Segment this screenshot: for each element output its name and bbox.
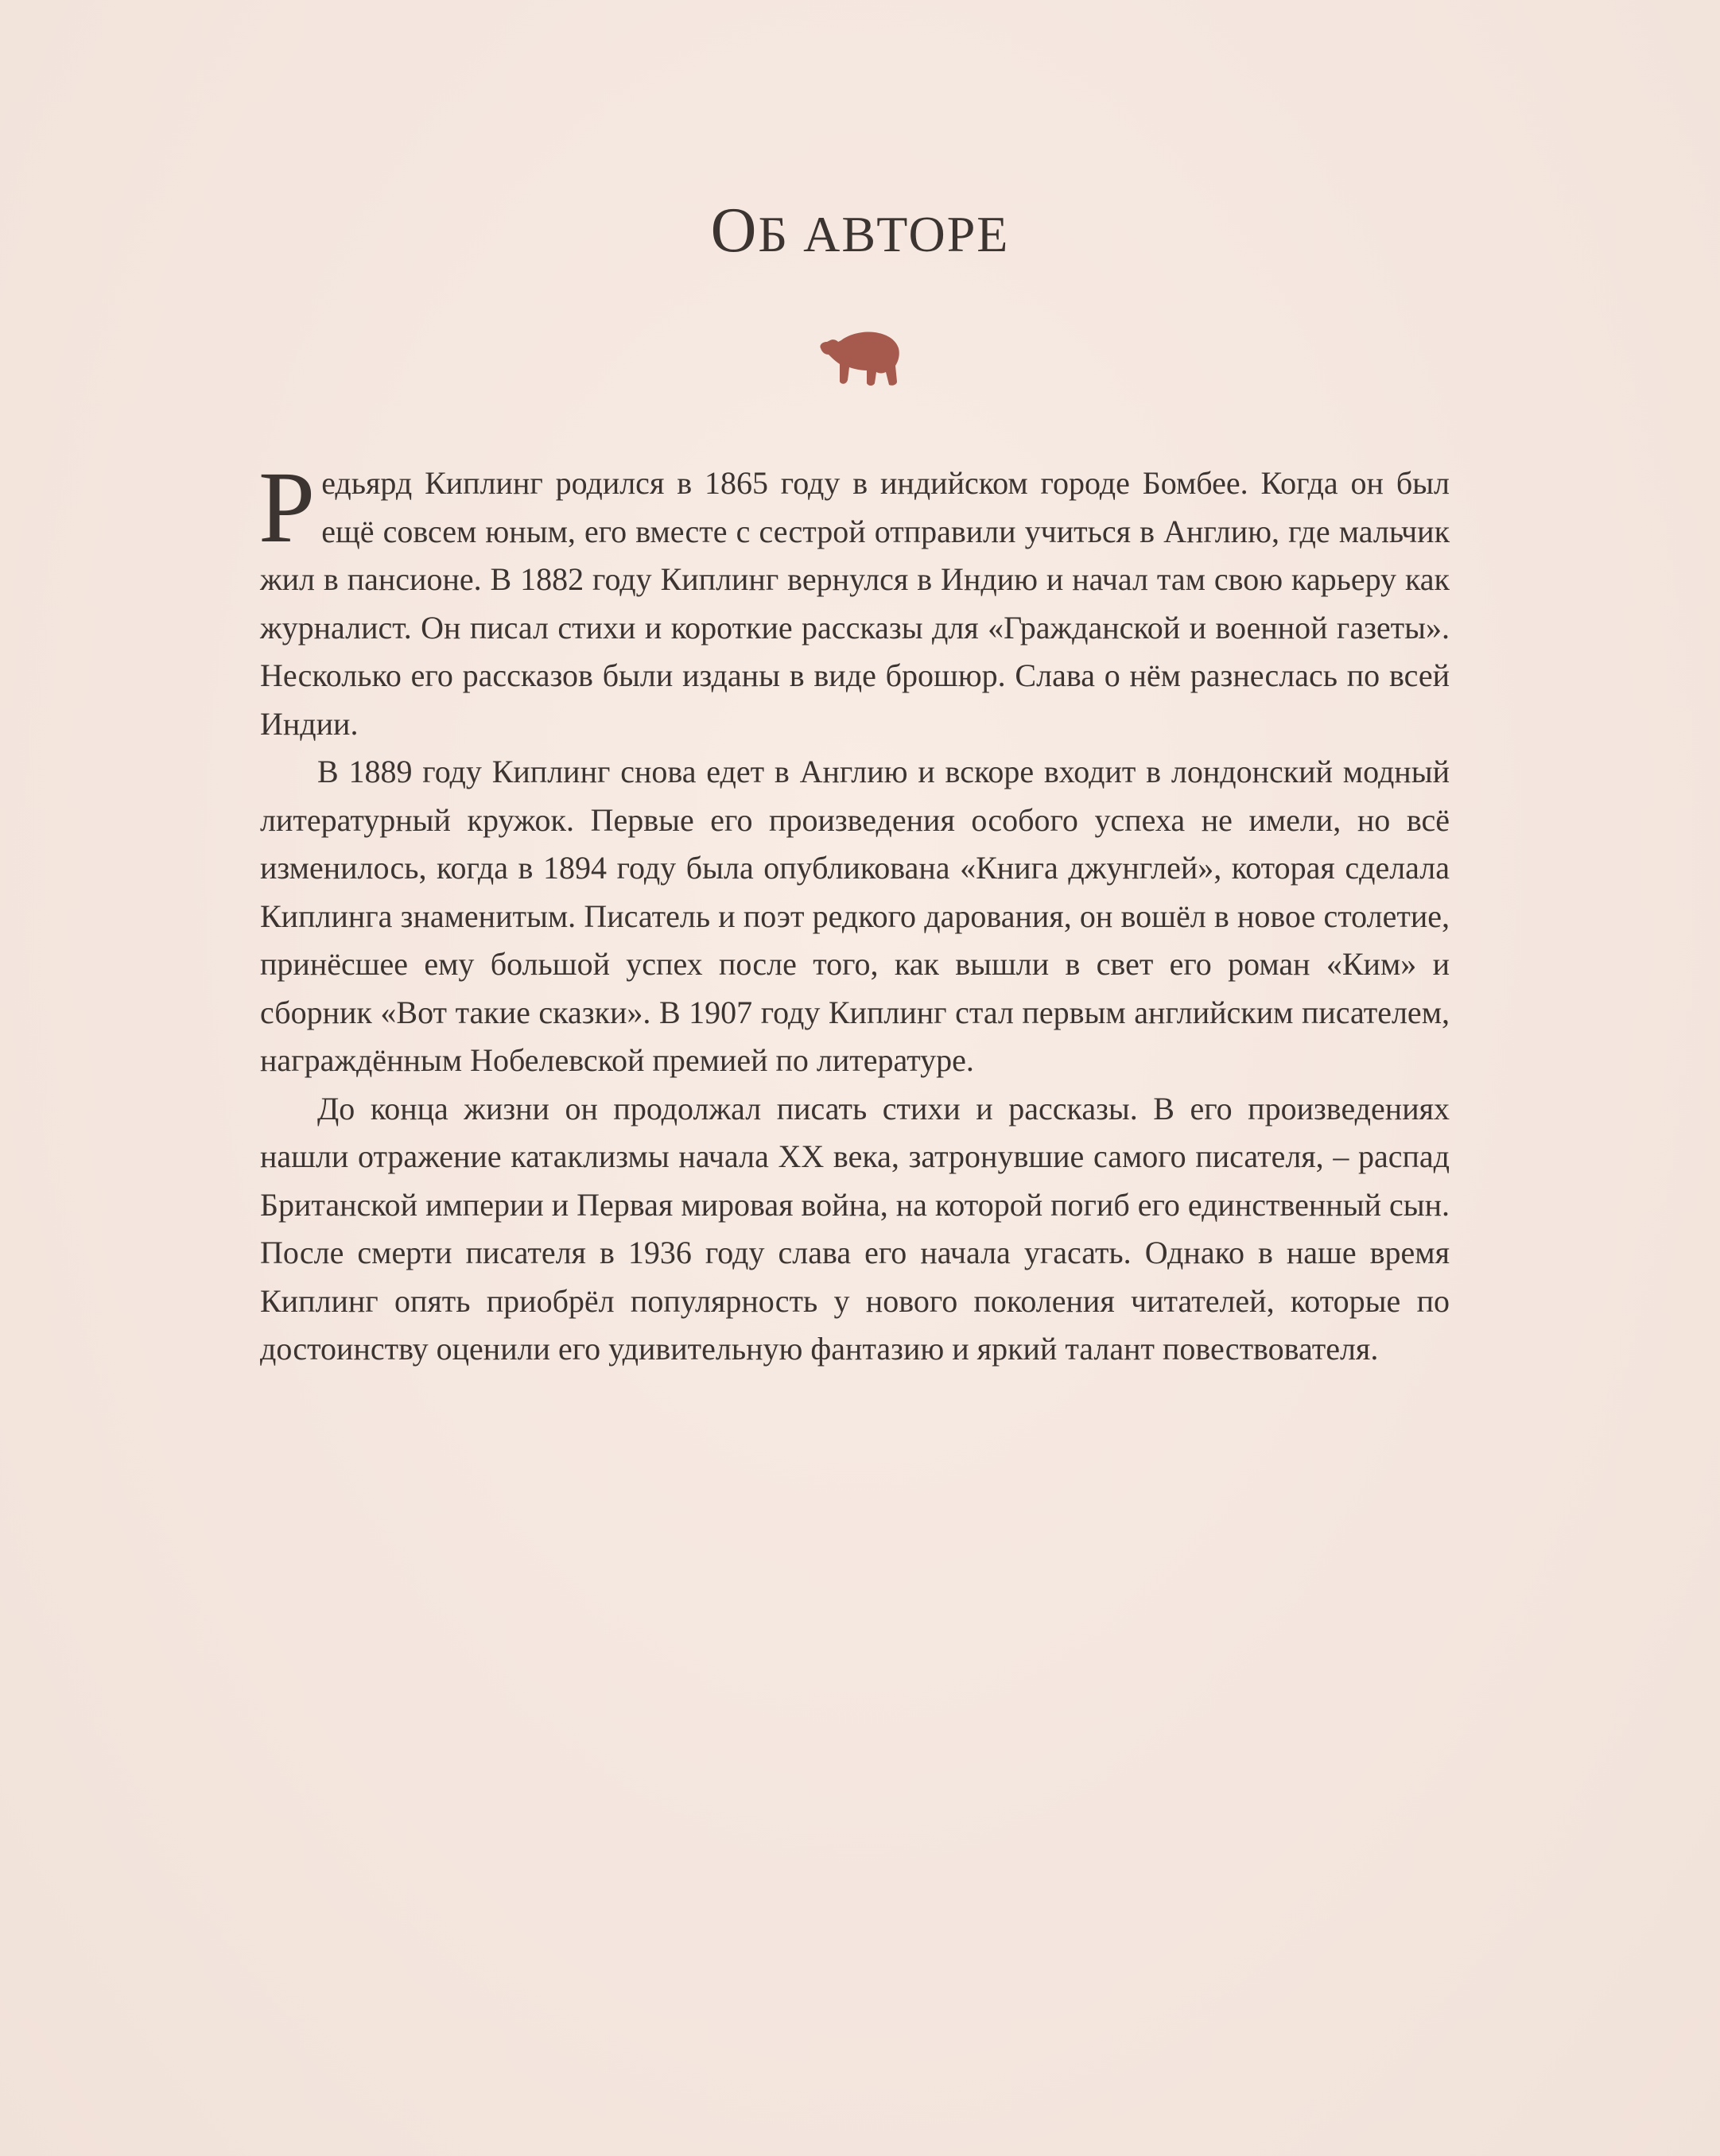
page-title (0, 191, 1720, 274)
article-body (258, 451, 1450, 1374)
title-rest: Б АВТОРЕ (758, 206, 1010, 262)
paragraph-1 (258, 451, 1450, 748)
title-first-letter: О (710, 196, 759, 266)
paragraph-2: В 1889 году Киплинг снова едет в Англию и вскоре входит в лондонский модный литературный кружок. Первые его произведения особого успеха не имели, но всё изменилось, когда в 1894 году была опубликована «Книга джунглей», которая сделала Киплинга знаменитым. Писатель и поэт редкого дарования, он вошёл в новое столетие, принёсшее ему большой успех после того, как вышли в свет его роман «Ким» и сборник «Вот такие сказки». В 1907 году Киплинг стал первым английским писателем, награждённым Нобелевской премией по литературе. (260, 754, 1450, 1078)
drop-cap: Р (258, 451, 316, 564)
paragraph-1-text: едьярд Киплинг родился в 1865 году в индийском городе Бомбее. Когда он был ещё совсем юным, его вместе с сестрой отправили учиться в Англию, где мальчик жил в пансионе. В 1882 году Киплинг вернулся в Индию и начал там свою карьеру как журналист. Он писал стихи и короткие рассказы для «Гражданской и военной газеты». Несколько его рассказов были изданы в виде брошюр. Слава о нём разнеслась по всей Индии. (260, 465, 1450, 742)
paragraph-3: До конца жизни он продолжал писать стихи и рассказы. В его произведениях нашли отражение катаклизмы начала XX века, затронувшие самого писателя, – распад Британской империи и Первая мировая война, на которой погиб его единственный сын. После смерти писателя в 1936 году слава его начала угасать. Однако в наше время Киплинг опять приобрёл популярность у нового поколения читателей, которые по достоинству оценили его удивительную фантазию и яркий талант повествователя. (260, 1090, 1450, 1367)
bear-icon (817, 324, 902, 388)
